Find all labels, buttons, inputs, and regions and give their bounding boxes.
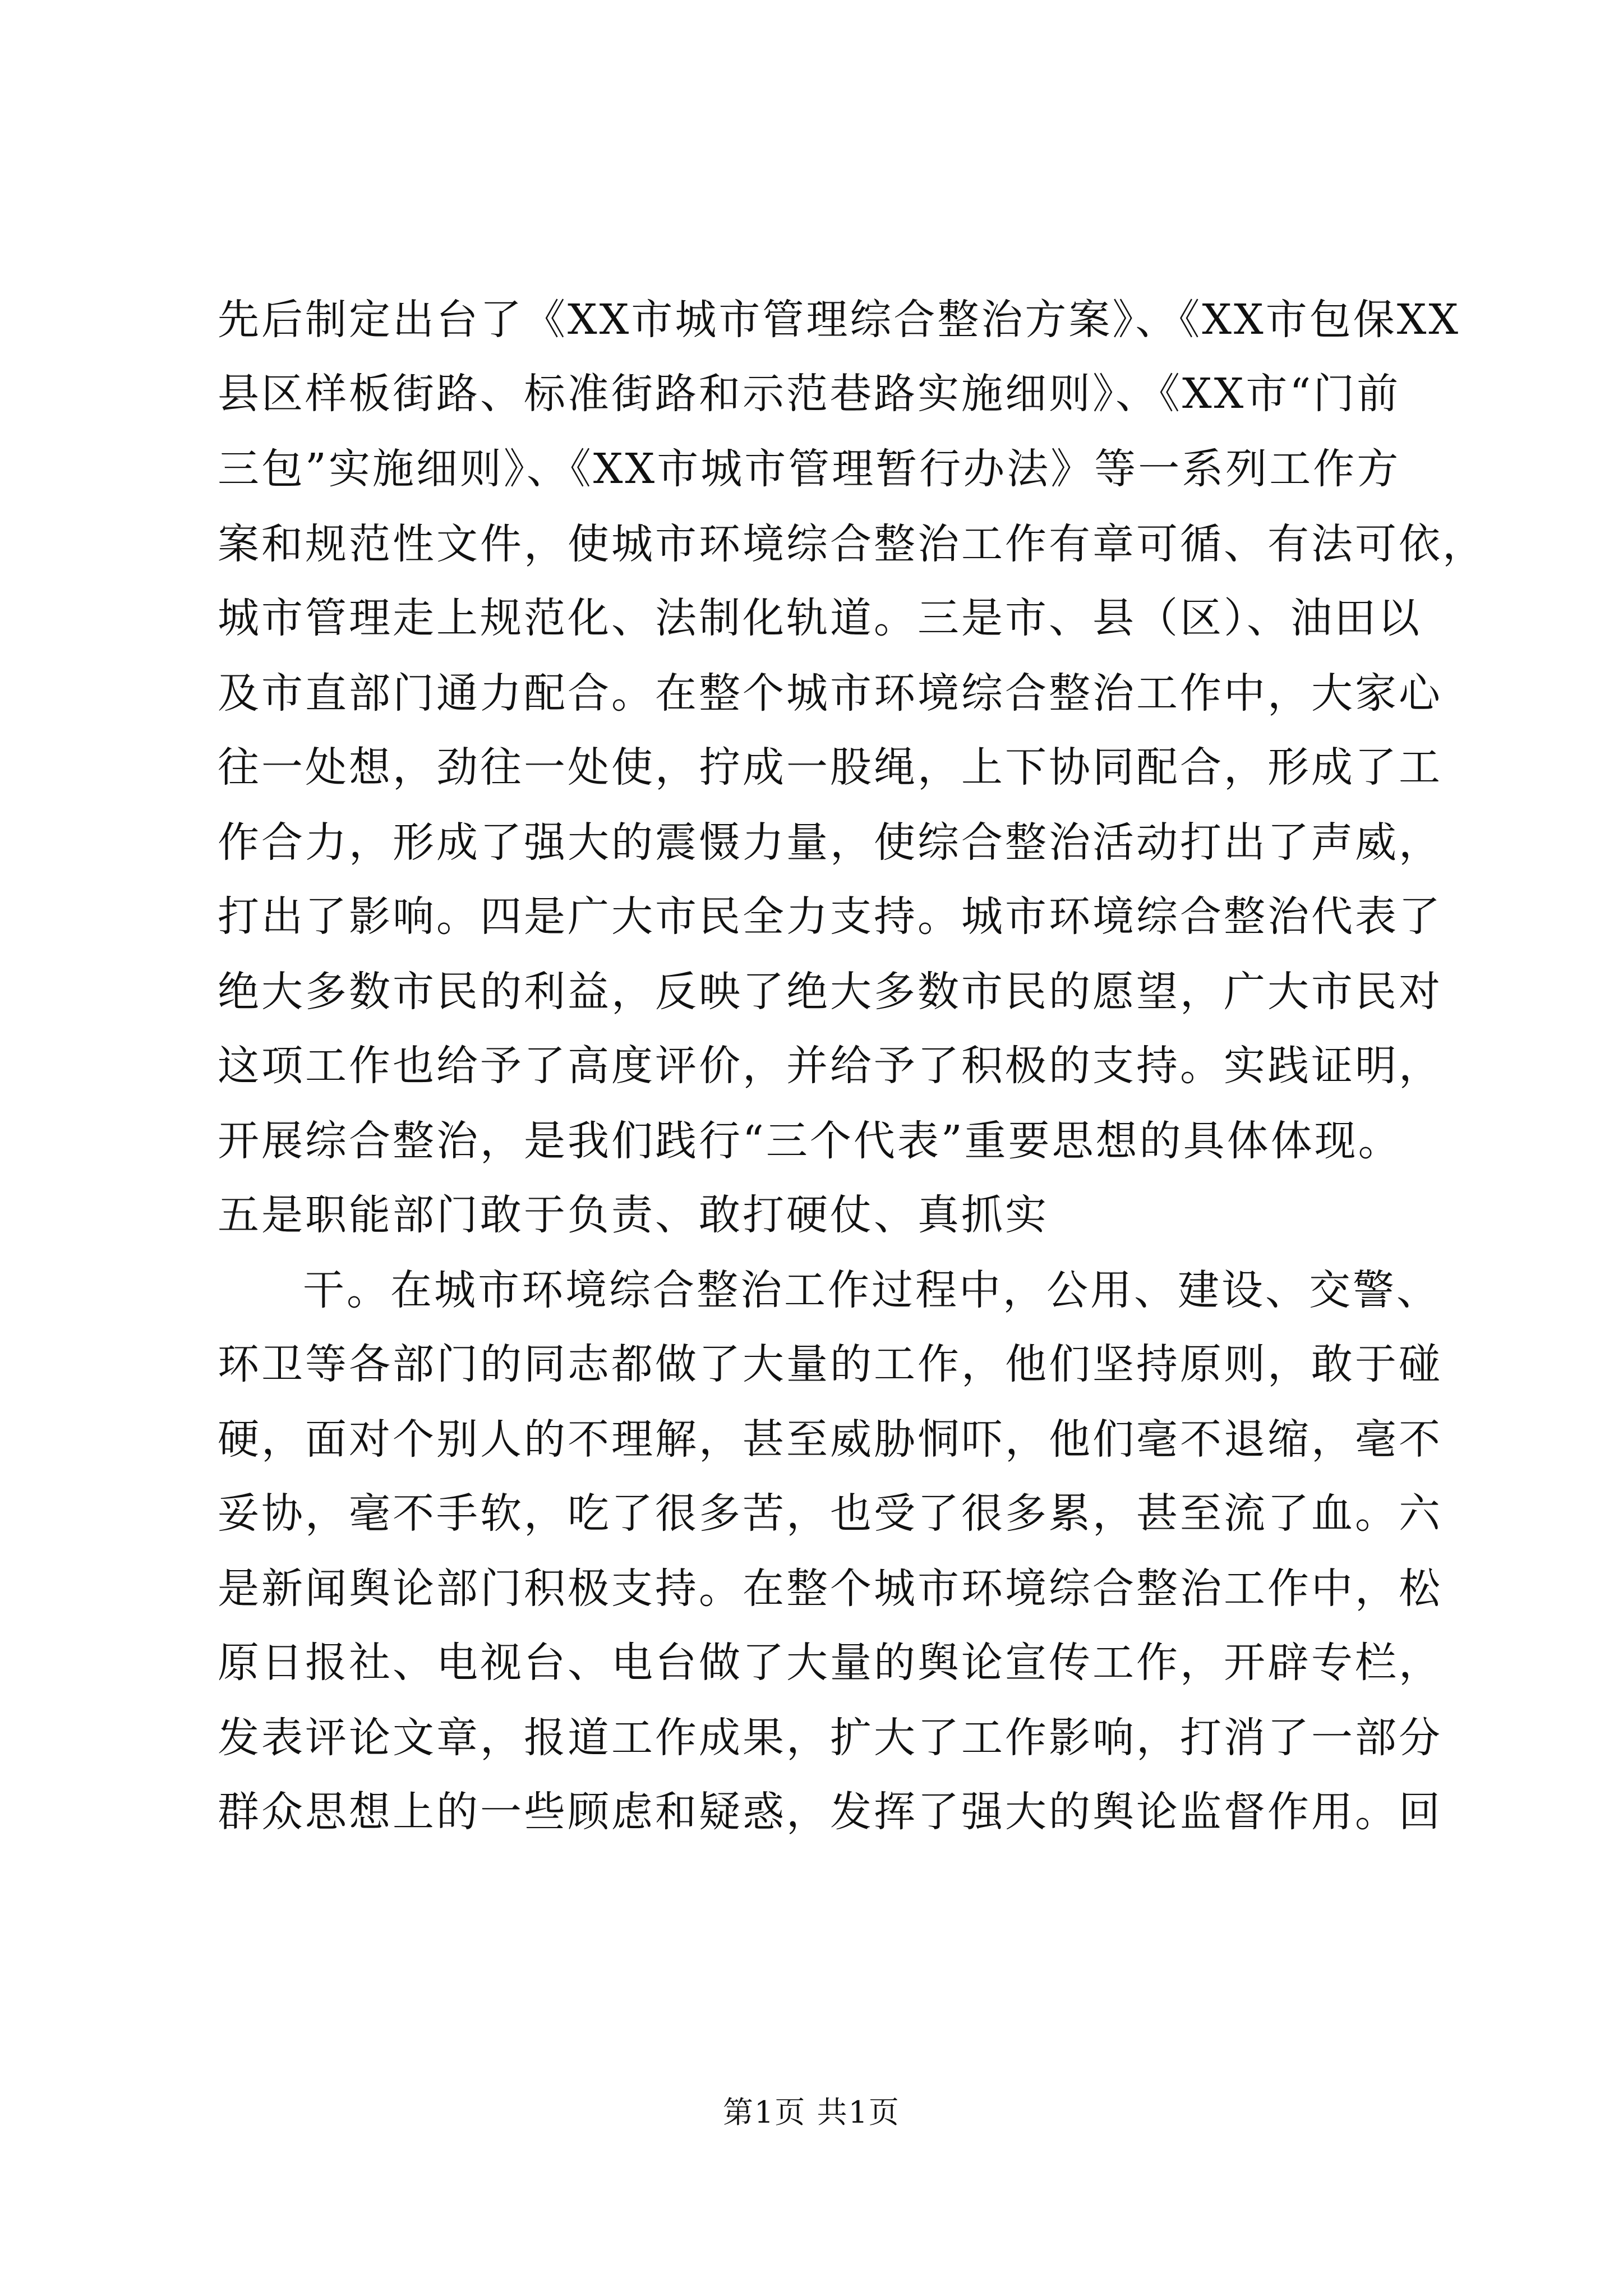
text-line: 绝大多数市民的利益，反映了绝大多数市民的愿望，广大市民对 [218, 968, 1442, 1016]
text-line: 开展综合整治，是我们践行“三个代表”重要思想的具体体现。 [218, 1117, 1402, 1165]
text-line: 作合力，形成了强大的震慑力量，使综合整治活动打出了声威， [218, 818, 1442, 867]
paragraph-first-line: 干。在城市环境综合整治工作过程中，公用、建设、交警、 [303, 1266, 1440, 1314]
text-line: 及市直部门通力配合。在整个城市环境综合整治工作中，大家心 [218, 669, 1442, 717]
text-line: 打出了影响。四是广大市民全力支持。城市环境综合整治代表了 [218, 892, 1442, 941]
text-line: 先后制定出台了《XX市城市管理综合整治方案》、《XX市包保XX [218, 296, 1461, 344]
text-line: 妥协，毫不手软，吃了很多苦，也受了很多累，甚至流了血。六 [218, 1489, 1442, 1538]
text-line: 这项工作也给予了高度评价，并给予了积极的支持。实践证明， [218, 1042, 1442, 1090]
text-line: 是新闻舆论部门积极支持。在整个城市环境综合整治工作中，松 [218, 1565, 1442, 1613]
text-line: 硬，面对个别人的不理解，甚至威胁恫吓，他们毫不退缩，毫不 [218, 1415, 1442, 1464]
text-line: 发表评论文章，报道工作成果，扩大了工作影响，打消了一部分 [218, 1714, 1442, 1762]
text-line: 原日报社、电视台、电台做了大量的舆论宣传工作，开辟专栏， [218, 1639, 1442, 1687]
text-line: 环卫等各部门的同志都做了大量的工作，他们坚持原则，敢于碰 [218, 1340, 1442, 1388]
text-line: 群众思想上的一些顾虑和疑惑，发挥了强大的舆论监督作用。回 [218, 1788, 1442, 1836]
text-line: 城市管理走上规范化、法制化轨道。三是市、县（区）、油田以 [218, 594, 1422, 642]
text-line: 往一处想，劲往一处使，拧成一股绳，上下协同配合，形成了工 [218, 743, 1442, 792]
text-line: 五是职能部门敢于负责、敢打硬仗、真抓实 [218, 1191, 1049, 1239]
text-line: 案和规范性文件，使城市环境综合整治工作有章可循、有法可依， [218, 520, 1486, 568]
text-line: 三包”实施细则》、《XX市城市管理暂行办法》等一系列工作方 [218, 445, 1401, 493]
page-number-footer: 第1页 共1页 [723, 2095, 900, 2130]
text-line: 县区样板街路、标准街路和示范巷路实施细则》、《XX市“门前 [218, 370, 1401, 418]
